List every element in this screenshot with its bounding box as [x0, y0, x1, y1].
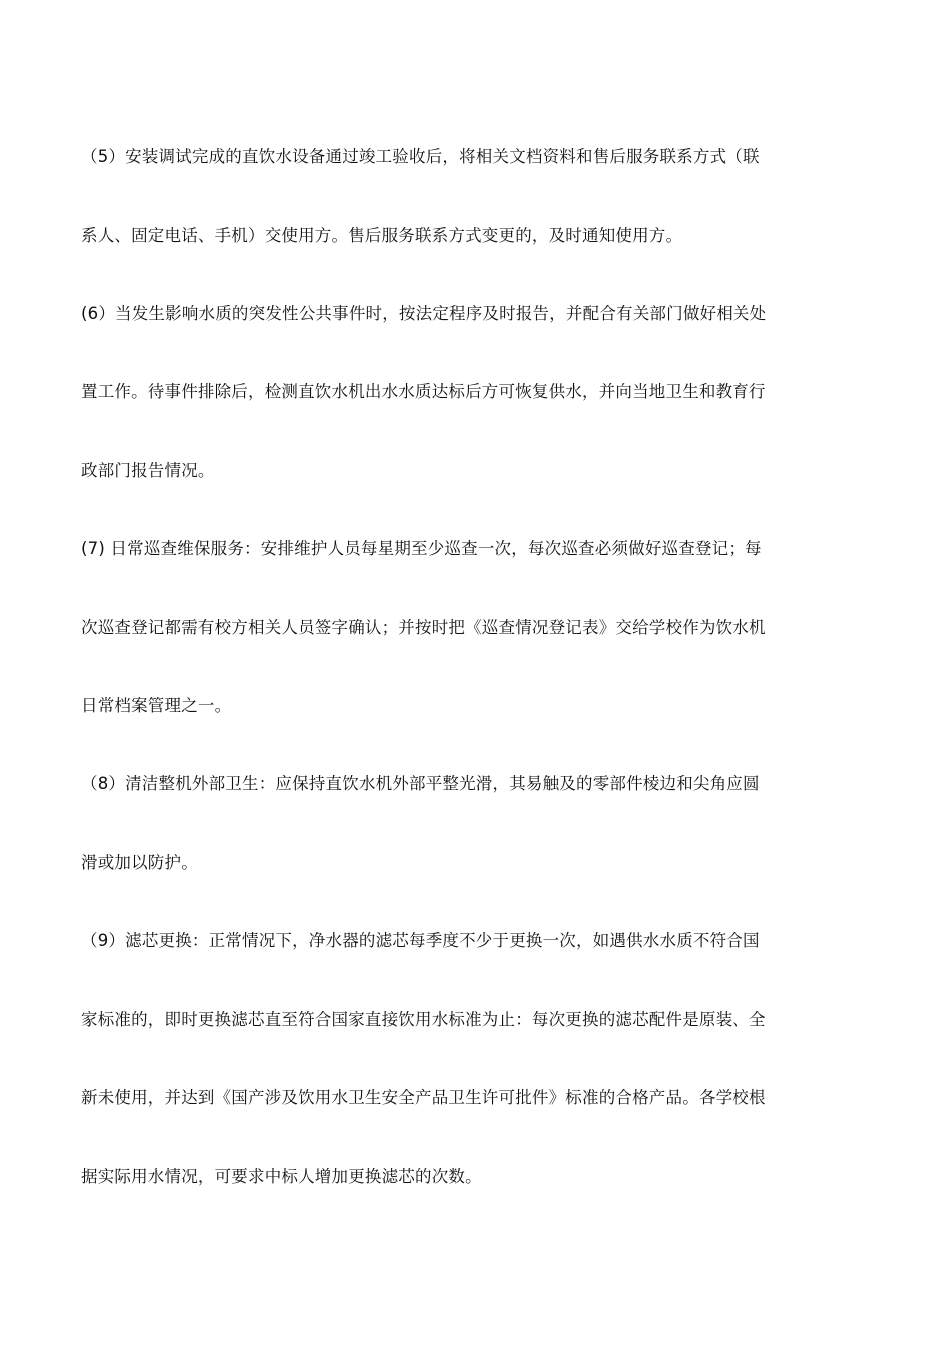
paragraph-7-line-2: 次巡查登记都需有校方相关人员签字确认；并按时把《巡查情况登记表》交给学校作为饮水机: [81, 618, 766, 637]
paragraph-9-line-1: （9）滤芯更换：正常情况下，净水器的滤芯每季度不少于更换一次，如遇供水水质不符合国: [81, 931, 760, 950]
paragraph-6-line-2: 置工作。待事件排除后，检测直饮水机出水水质达标后方可恢复供水，并向当地卫生和教育行: [81, 382, 766, 401]
paragraph-7-line-3: 日常档案管理之一。: [81, 696, 232, 715]
paragraph-8-line-2: 滑或加以防护。: [81, 853, 198, 872]
paragraph-5-line-2: 系人、固定电话、手机）交使用方。售后服务联系方式变更的，及时通知使用方。: [81, 226, 683, 245]
paragraph-5-line-1: （5）安装调试完成的直饮水设备通过竣工验收后，将相关文档资料和售后服务联系方式（联: [81, 147, 760, 166]
paragraph-9-line-3: 新未使用，并达到《国产涉及饮用水卫生安全产品卫生许可批件》标准的合格产品。各学校根: [81, 1088, 766, 1107]
paragraph-6-line-1: (6）当发生影响水质的突发性公共事件时，按法定程序及时报告，并配合有关部门做好相关处: [81, 304, 767, 323]
paragraph-9-line-2: 家标准的，即时更换滤芯直至符合国家直接饮用水标准为止：每次更换的滤芯配件是原装、全: [81, 1010, 766, 1029]
paragraph-8-line-1: （8）清洁整机外部卫生：应保持直饮水机外部平整光滑，其易触及的零部件棱边和尖角应圆: [81, 774, 760, 793]
paragraph-7-line-1: (7) 日常巡查维保服务：安排维护人员每星期至少巡查一次，每次巡查必须做好巡查登记；每: [81, 539, 762, 558]
paragraph-9-line-4: 据实际用水情况，可要求中标人增加更换滤芯的次数。: [81, 1167, 482, 1186]
paragraph-6-line-3: 政部门报告情况。: [81, 461, 215, 480]
